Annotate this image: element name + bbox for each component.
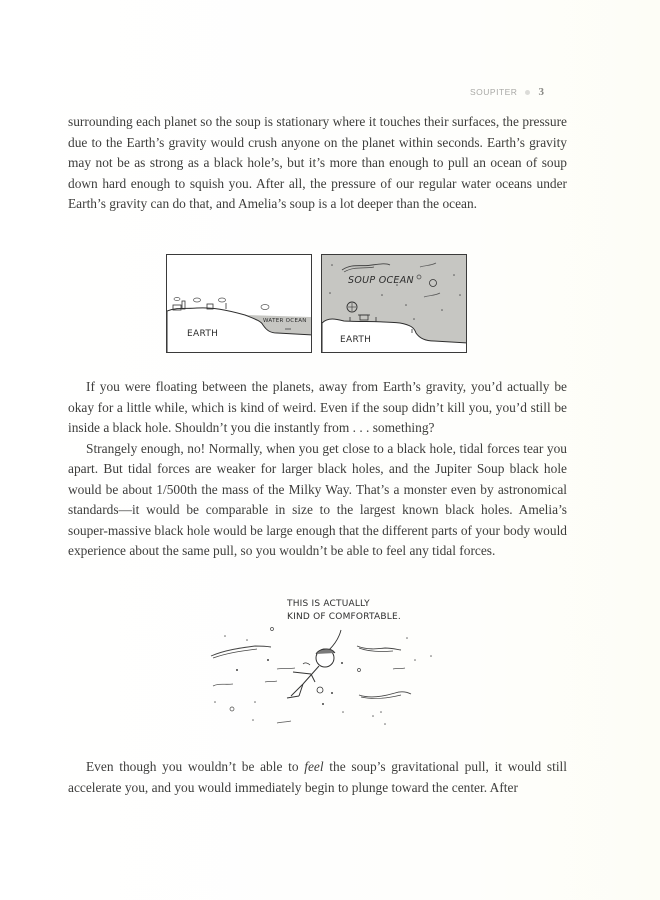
speech-line: KIND OF COMFORTABLE. bbox=[287, 612, 401, 622]
running-head bbox=[470, 84, 580, 100]
speech-bubble bbox=[287, 598, 401, 624]
earth-label: EARTH bbox=[340, 335, 372, 345]
paragraph-block-bottom bbox=[68, 757, 567, 798]
comic-floating-in-soup bbox=[195, 592, 465, 737]
speech-line: THIS IS ACTUALLY bbox=[287, 599, 370, 609]
comic-panel-soup-ocean bbox=[321, 254, 467, 353]
text-run: Even though you wouldn’t be able to bbox=[86, 759, 305, 774]
chapter-title: SOUPITER bbox=[470, 87, 518, 97]
text-run: the soup’s gravitational pull, it would still accelerate you, and you would immediately begin to plunge toward the center. After bbox=[68, 759, 567, 795]
paragraph bbox=[68, 757, 567, 798]
water-ocean-label: WATER OCEAN bbox=[263, 318, 307, 324]
comic-earth-oceans bbox=[165, 254, 470, 355]
page-number: 3 bbox=[538, 86, 545, 98]
bullet-separator-icon bbox=[525, 90, 530, 95]
italic-emphasis: feel bbox=[304, 759, 324, 774]
paragraph: surrounding each planet so the soup is stationary where it touches their surfaces, the pressure due to the Earth’s gravity would crush anyone on the planet within seconds. Earth’s gravity may not be as strong as a black hole’s, but it’s more than enough to pull an ocean of soup down hard enough to squish you. After all, the pressure of our regular water oceans under Earth’s gravity can do that, and Amelia’s soup is a lot deeper than the ocean. bbox=[68, 114, 567, 211]
earth-label: EARTH bbox=[187, 329, 219, 339]
paragraph-block-middle bbox=[68, 377, 567, 562]
paragraph-block-top bbox=[68, 112, 567, 215]
soup-ocean-label: SOUP OCEAN bbox=[348, 275, 414, 286]
comic-panel-water-ocean bbox=[166, 254, 312, 353]
paragraph: Strangely enough, no! Normally, when you get close to a black hole, tidal forces tear you apart. But tidal forces are weaker for larger black holes, and the Jupiter Soup black hole would be about 1/500th the mass of the Milky Way. That’s a monster even by astronomical standards—it would be comparable in size to the largest known black holes. Amelia’s souper-massive black hole would be large enough that the different parts of your body would experience about the same pull, so you wouldn’t be able to feel any tidal forces. bbox=[68, 440, 567, 558]
paragraph: If you were floating between the planets, away from Earth’s gravity, you’d actually be okay for a little while, which is kind of weird. Even if the soup didn’t kill you, you’d still be inside a black hole. Shouldn’t you die instantly from . . . something? bbox=[68, 379, 567, 435]
